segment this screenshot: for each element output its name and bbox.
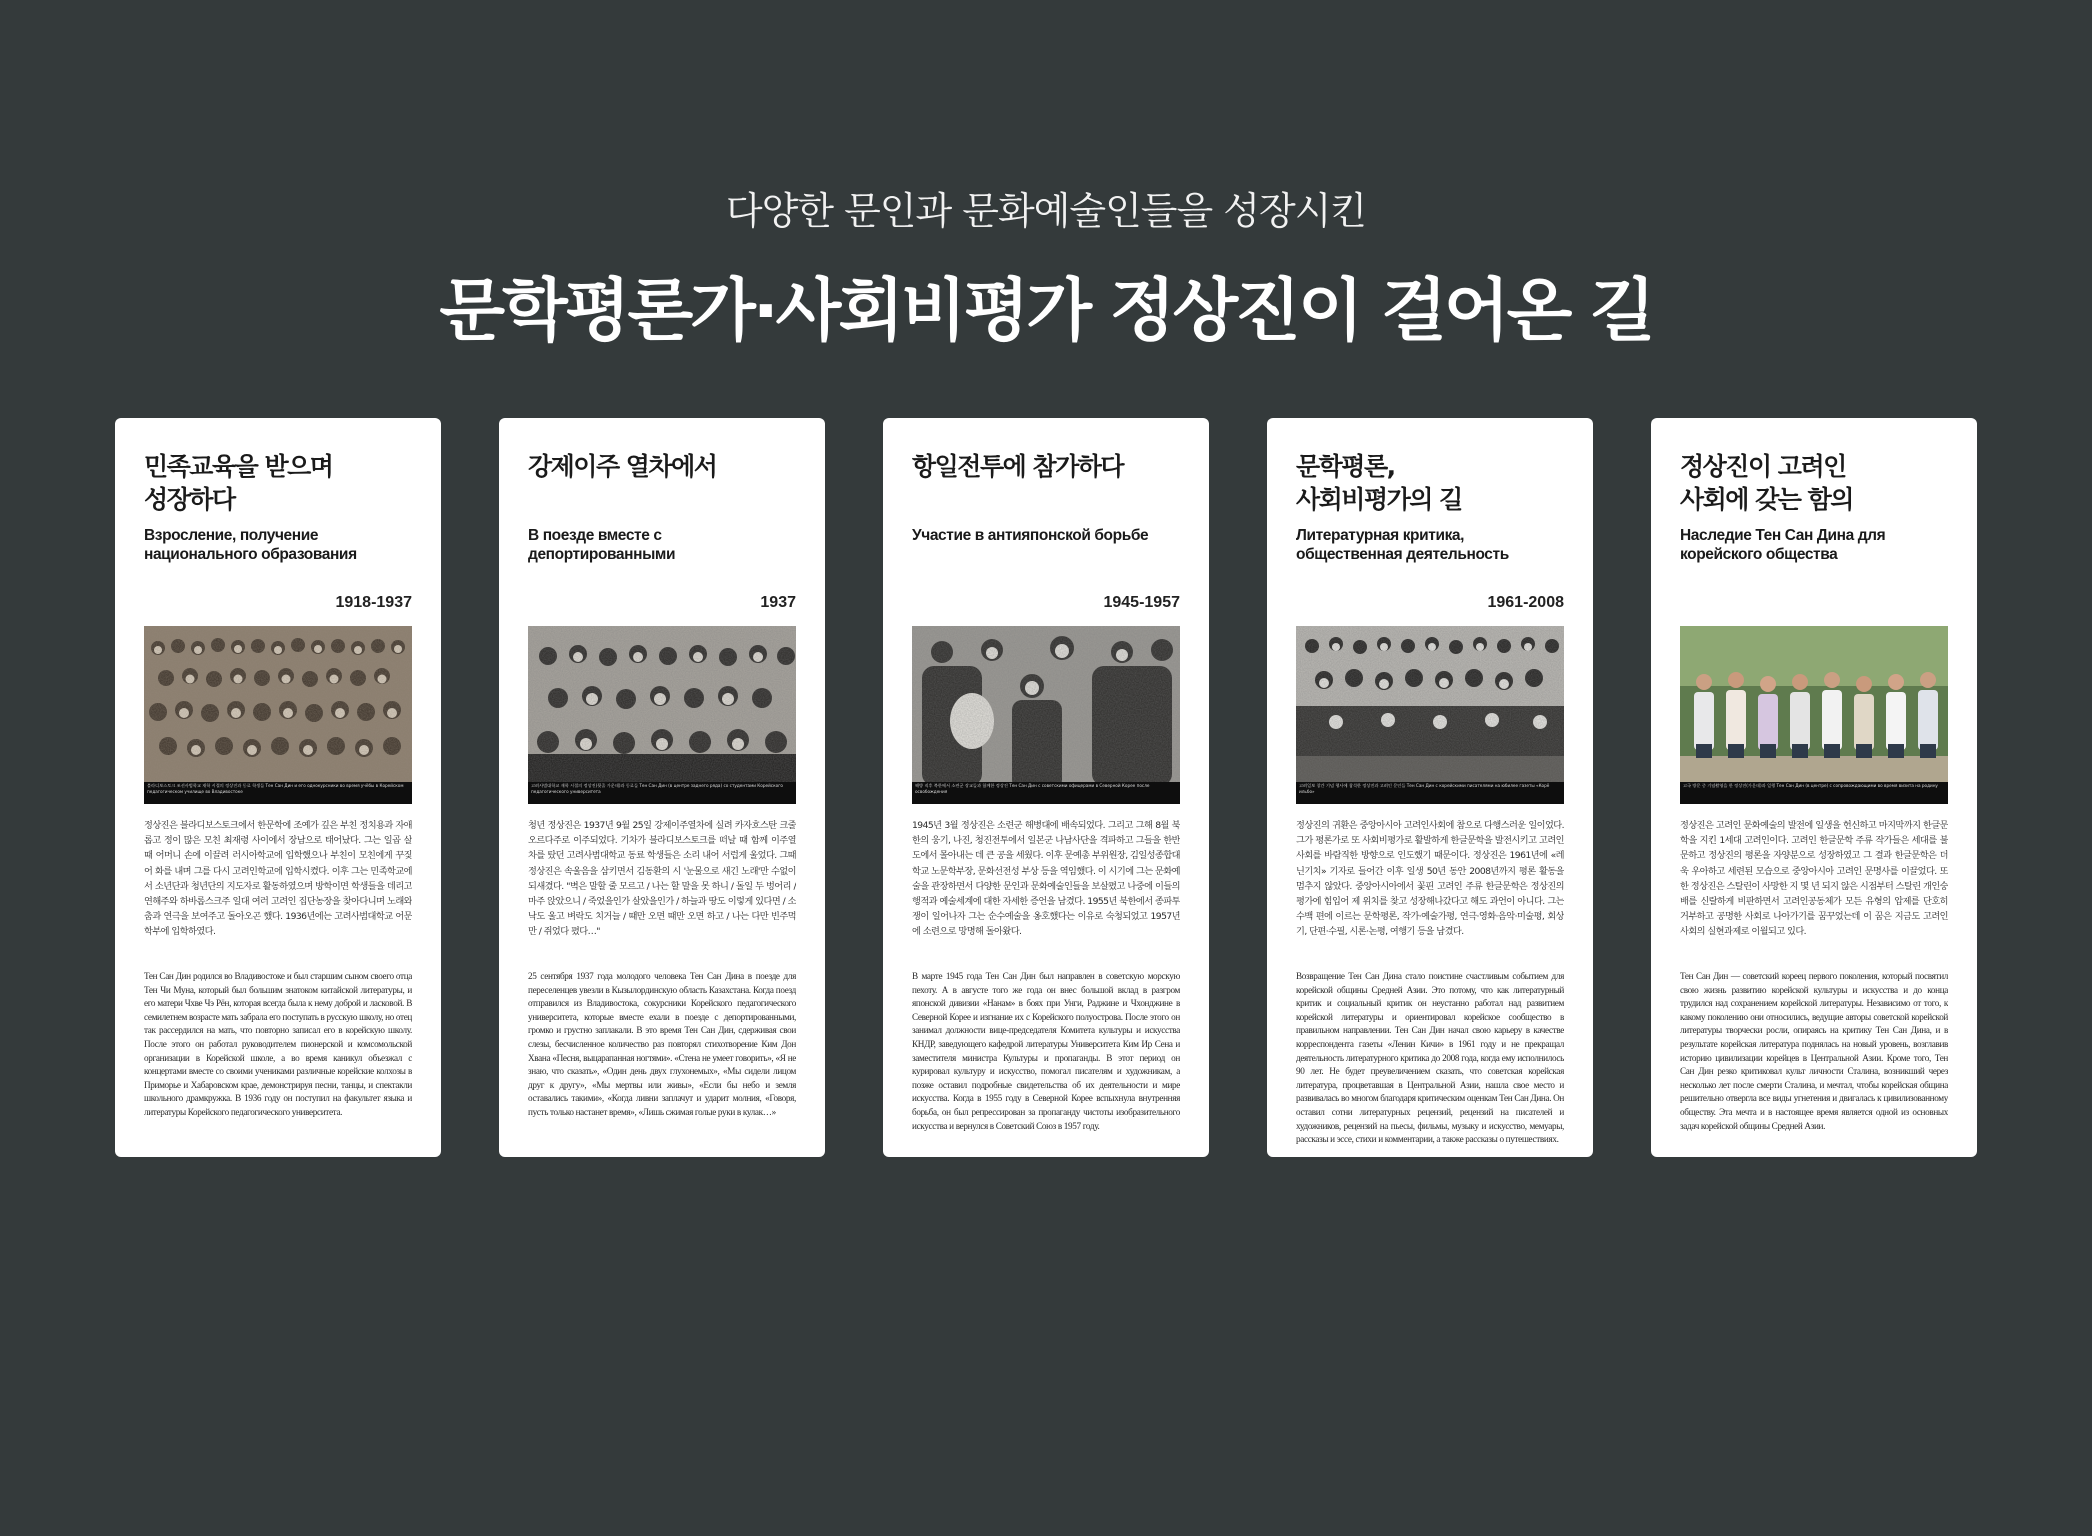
panel-russian-text: Тен Сан Дин родился во Владивостоке и был старшим сыном своего отца Тен Чи Муна, который был большим знатоком китайской литературы, и его матери Чхве Чэ Рён, которая всегда была к нему доброй и ласковой. В семилетнем возрасте мать забрала его поступать в русскую школу, но отец так рассердился на мать, что повторно записал его в корейскую школу. После этого он работал руководителем пионерской и комсомольской организации в Корейской школе, а во время каникул объезжал с концертами вместе со своими учениками различные корейские колхозы в Приморье и Хабаровском крае, демонстрируя песни, танцы, и спектакли школьного драмкружка. В 1936 году он поступил на факультет языка и литературы Корейского педагогического университета. [144, 971, 412, 1117]
archival-photo [144, 626, 412, 804]
panel-russian-text: Тен Сан Дин — советский кореец первого поколения, который посвятил свою жизнь развитию корейской культуры и искусства и до конца трудился над сохранением корейской литературы. Независимо от того, к какому поколению они относились, ведущие авторы советской корейской литературы творчески росли, опираясь на критику Тен Сан Дина, и в результате корейская литература поднялась на новый уровень, возглавив историю цивилизации корейцев в Центральной Азии. Кроме того, Тен Сан Дин резко критиковал культ личности Сталина, возникший через несколько лет после смерти Сталина, и мечтал, чтобы корейская община решительно отвергла все виды угнетения и двигалась к цивилизованному обществу. Эта мечта и в настоящее время является одной из основных задач корейской общины Средней Азии. [1680, 971, 1948, 1131]
panel-russian-text: В марте 1945 года Тен Сан Дин был направлен в советскую морскую пехоту. А в августе того же года он внес большой вклад в разгром японской дивизии «Нанам» в боях при Унги, Раджине и Чхонджине в Северной Корее и изгнание их с Корейского полуострова. После этого он занимал должности вице-председателя Комитета культуры и искусства КНДР, заведующего кафедрой литературы Университета Ким Ир Сена и заместителя министра Культуры и пропаганды. В этот период он курировал культуру и искусство, помогал писателям и художникам, а позже оставил подробные свидетельства об их деятельности и мире искусства. Когда в 1955 году в Северной Корее вспыхнула внутренняя борьба, он был репрессирован за пропаганду чистоты изобразительного искусства и вернулся в Советский Союз в 1957 году. [912, 971, 1180, 1131]
exhibit-header [0, 180, 2092, 354]
panel-row [115, 418, 1977, 1157]
archival-photo [912, 626, 1180, 804]
panel-3 [883, 418, 1209, 1157]
panel-4 [1267, 418, 1593, 1157]
panel-russian-text: Возвращение Тен Сан Дина стало поистине счастливым событием для корейской общины Средней Азии. Это потому, что как литературный критик и социальный критик он неустанно работал над развитием корейской литературы и ориентировал корейское сообщество в правильном направлении. Тен Сан Дин начал свою карьеру в качестве корреспондента газеты «Ленин Кичи» в 1961 году и не прекращал деятельность литературного критика до 2008 года, когда ему исполнилось 90 лет. Не будет преувеличением сказать, что советская корейская литература, процветавшая в Центральной Азии, нашла свое место и развивалась во многом благодаря критическим оценкам Тен Сан Дина. Он оставил сотни литературных рецензий, рецензий на писателей и художников, рецензий на пьесы, фильмы, музыку и искусство, мемуары, рассказы и эссе, стихи и комментарии, а также рассказы о путешествиях. [1296, 971, 1564, 1145]
panel-korean-text: 정상진의 귀환은 중앙아시아 고려인사회에 참으로 다행스러운 일이었다. 그가 평론가로 또 사회비평가로 활발하게 한글문학을 발전시키고 고려인사회를 바람직한 방향으로 인도했기 때문이다. 정상진은 1961년에 «레닌기치» 기자로 들어간 이후 일생 50년 동안 2008년까지 평론 활동을 멈추지 않았다. 중앙아시아에서 꽃핀 고려인 주류 한글문학은 정상진의 평가에 힘입어 제 위치를 찾고 성장해나갔다고 해도 과언이 아니다. 그는 수백 편에 이르는 문학평론, 작가·예술가평, 연극·영화·음악·미술평, 회상기, 단편·수필, 시론·논평, 여행기 등을 남겼다. [1296, 820, 1564, 938]
panel-korean-text: 청년 정상진은 1937년 9월 25일 강제이주열차에 실려 카자흐스탄 크줄오르다주로 이주되었다. 기차가 블라디보스토크를 떠날 때 함께 이주열차를 탔던 고려사범대학교 동료 학생들은 소리 내어 서럽게 울었다. 그때 정상진은 속울음을 삼키면서 김동환의 시 '눈물으로 새긴 노래'만 수없이 되새겼다. "벽은 말할 줄 모르고 / 나는 할 말을 못 하니 / 돌일 두 벙어리 / 마주 앉았으니 / 죽었을인가 살았을인가 / 하늘과 땅도 이렇게 있다면 / 소낙도 울고 벼락도 치거늘 / 때만 오면 때만 오면 하고 / 나는 다만 빈주먹만 / 쥐었다 폈다…" [528, 820, 796, 938]
panel-2 [499, 418, 825, 1157]
panel-years [1680, 594, 1948, 616]
panel-5 [1651, 418, 1977, 1157]
exhibit-title: 문학평론가·사회비평가 정상진이 걸어온 길 [439, 272, 1653, 351]
photo-caption: 고려사범대학교 재학 시절의 정상진(뒷줄 가운데)과 동료들 Тен Сан Дин (в центре заднего ряда) со студентами Корейского педагогического университета [528, 782, 796, 804]
panel-korean-title: 민족교육을 받으며 성장하다 [144, 452, 333, 514]
panel-1 [115, 418, 441, 1157]
panel-russian-text: 25 сентября 1937 года молодого человека Тен Сан Дина в поезде для переселенцев увезли в Кызылординскую область Казахстана. Когда поезд отправился из Владивостока, сокурсники Корейского педагогического университета, которые вместе ехали в поезде с депортированными, громко и грустно заплакали. В это время Тен Сан Дин, сдерживая свои слезы, бесчисленное количество раз повторял стихотворение Ким Дон Хвана «Песня, выцарапанная ногтями». «Стена не умеет говорить», «Я не знаю, что сказать», «Один день двух глухонемых», «Мы сидели лицом друг к другу», «Мы мертвы или живы», «Если бы небо и земля оставались такими», «Когда ливни заплачут и ударит молния, «Говоря, пусть только настанет время», «Лишь сжимая голые руки в кулак…» [528, 971, 796, 1117]
photo-caption: 고국 방문 중 기념촬영을 한 정상진(가운데)과 일행 Тен Сан Дин (в центре) с сопровождающими во время визита на родину [1680, 782, 1948, 804]
panel-years: 1945-1957 [1103, 594, 1180, 611]
panel-korean-title: 정상진이 고려인 사회에 갖는 함의 [1680, 452, 1853, 514]
panel-korean-title: 강제이주 열차에서 [528, 452, 717, 481]
panel-russian-title: В поезде вместе с депортированными [528, 527, 676, 563]
panel-russian-title: Участие в антияпонской борьбе [912, 527, 1149, 544]
color-photo [1680, 626, 1948, 804]
archival-photo [528, 626, 796, 804]
exhibit-subtitle: 다양한 문인과 문화예술인들을 성장시킨 [725, 189, 1367, 233]
panel-years: 1937 [760, 594, 796, 611]
photo-caption: 해방 직후 북한에서 소련군 장교들과 함께한 정상진 Тен Сан Дин с советскими офицерами в Северной Корее после освобождения [912, 782, 1180, 804]
archival-photo [1296, 626, 1564, 804]
panel-years: 1918-1937 [335, 594, 412, 611]
panel-korean-title: 항일전투에 참가하다 [912, 452, 1124, 481]
panel-years: 1961-2008 [1487, 594, 1564, 611]
photo-caption: 블라디보스토크 조선사범학교 재학 시절의 정상진과 동료 학생들 Тен Сан Дин и его однокурсники во время учёбы в Корейском педагогическом училище во Владивостоке [144, 782, 412, 804]
panel-russian-title: Взросление, получение национального образования [144, 527, 357, 563]
panel-korean-text: 정상진은 블라디보스토크에서 한문학에 조예가 깊은 부친 정치용과 자애롭고 정이 많은 모친 최재령 사이에서 장남으로 태어났다. 그는 일곱 살 때 어머니 손에 이끌려 러시아학교에 입학했으나 부친이 모친에게 꾸짖어 화를 내며 그를 다시 고려인학교에 입학시켰다. 이후 그는 민족학교에서 소년단과 청년단의 지도자로 활동하였으며 방학이면 학생들을 데리고 연해주와 하바롭스크주 일대 여러 고려인 집단농장을 찾아다니며 노래와 춤과 연극을 보여주고 돌아오곤 했다. 1936년에는 고려사범대학교 어문학부에 입학하였다. [144, 820, 412, 938]
panel-korean-title: 문학평론, 사회비평가의 길 [1296, 452, 1462, 514]
photo-caption: 고려일보 창간 기념 행사에 참석한 정상진과 고려인 문인들 Тен Сан Дин с корейскими писателями на юбилее газеты «Корё ильбо» [1296, 782, 1564, 804]
panel-korean-text: 정상진은 고려인 문화예술의 발전에 일생을 헌신하고 마지막까지 한글문학을 지킨 1세대 고려인이다. 고려인 한글문학 주류 작가들은 세대를 불문하고 정상진의 평론을 자양분으로 성장하였고 그 결과 한글문학은 더욱 우아하고 세련된 모습으로 중앙아시아 고려인 문명사를 이끌었다. 또한 정상진은 스탈린이 사망한 지 몇 년 되지 않은 시점부터 스탈린 개인숭배를 신랄하게 비판하면서 고려인공동체가 모든 유형의 압제를 단호히 거부하고 공명한 사회로 나아가기를 꿈꾸었는데 이 꿈은 지금도 고려인사회의 실현과제로 이월되고 있다. [1680, 820, 1948, 938]
panel-korean-text: 1945년 3월 정상진은 소련군 해병대에 배속되었다. 그리고 그해 8월 북한의 웅기, 나진, 청진전투에서 일본군 나남사단을 격파하고 그들을 한반도에서 몰아내는 데 큰 공을 세웠다. 이후 문예총 부위원장, 김일성종합대학교 노문학부장, 문화선전성 부상 등을 역임했다. 이 시기에 그는 문화예술을 관장하면서 다양한 문인과 문화예술인들을 보살폈고 나중에 이들의 행적과 예술세계에 대한 자세한 증언을 남겼다. 1955년 북한에서 종파투쟁이 일어나자 그는 순수예술을 옹호했다는 이유로 숙청되었고 1957년에 소련으로 망명해 돌아왔다. [912, 820, 1180, 938]
panel-russian-title: Литературная критика, общественная деятельность [1296, 527, 1509, 563]
panel-russian-title: Наследие Тен Сан Дина для корейского общества [1680, 527, 1886, 563]
